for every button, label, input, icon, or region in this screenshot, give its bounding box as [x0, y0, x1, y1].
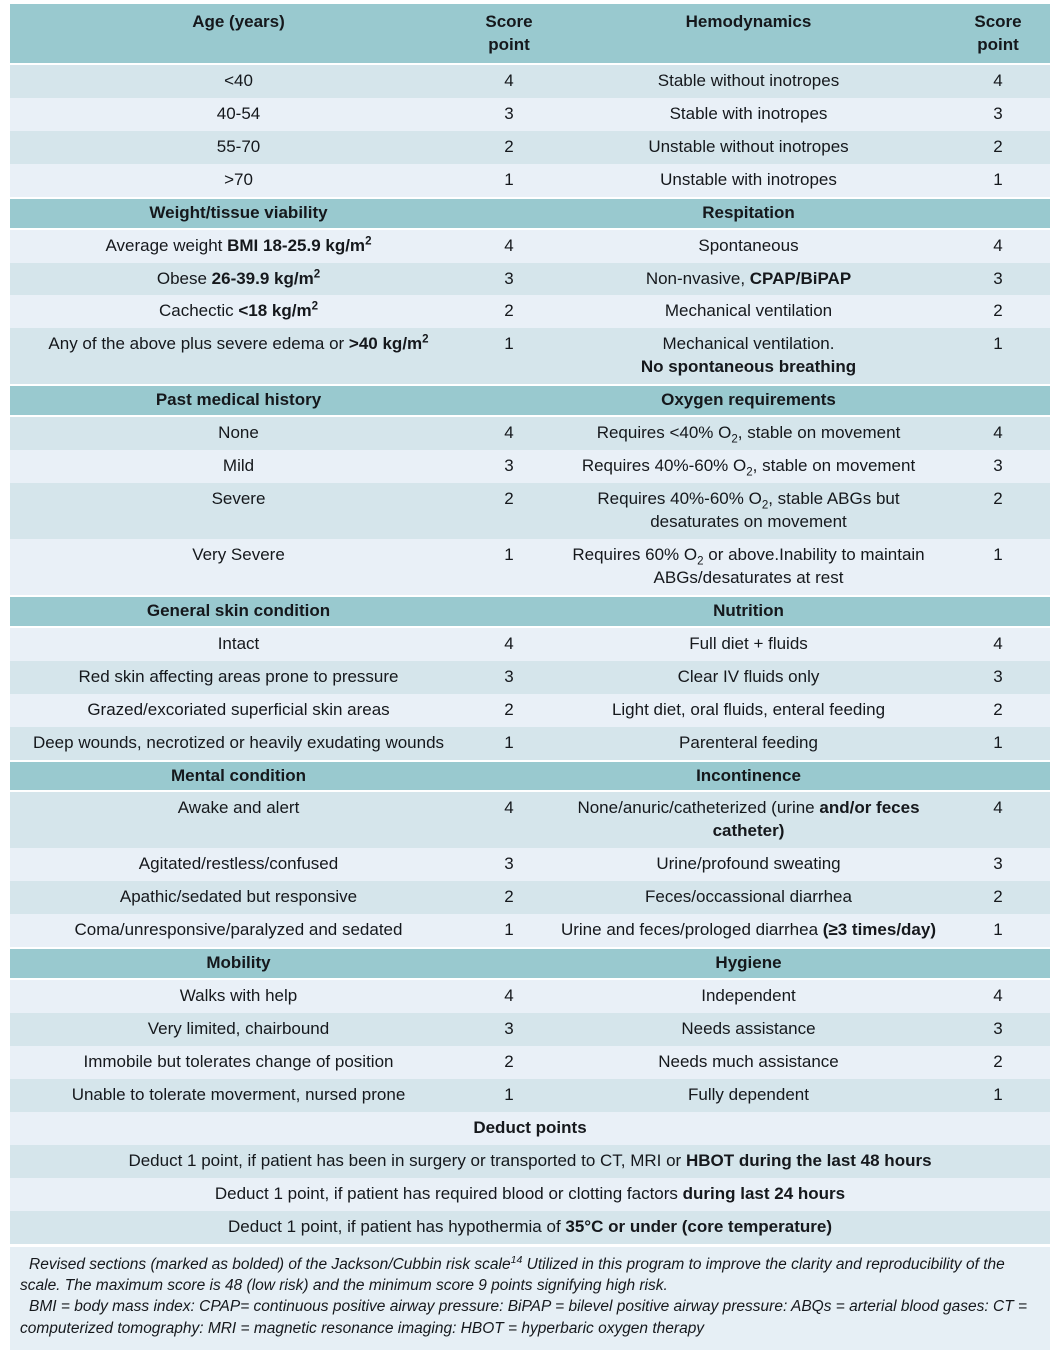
table-row — [10, 1046, 1050, 1079]
score-cell: 1 — [946, 727, 1050, 761]
footnote-row — [10, 1245, 1050, 1350]
criterion-cell — [551, 627, 946, 661]
text-segment: Intact — [217, 633, 260, 653]
text-segment: Non-nvasive, — [645, 268, 750, 288]
score-point-header — [467, 761, 551, 792]
section-title-right: Oxygen requirements — [551, 385, 946, 416]
table-row — [10, 328, 1050, 385]
criterion-cell — [551, 295, 946, 328]
category-cell — [10, 694, 467, 727]
text-segment: Very limited, chairbound — [147, 1019, 330, 1038]
criterion-cell — [551, 539, 946, 596]
text-segment: Stable with inotropes — [669, 103, 828, 123]
score-cell: 2 — [946, 295, 1050, 328]
table-row — [10, 131, 1050, 164]
score-cell: 1 — [946, 164, 1050, 198]
category-cell — [10, 914, 467, 948]
text-segment: , stable on movement — [752, 456, 916, 476]
score-cell: 4 — [946, 64, 1050, 98]
category-cell — [10, 295, 467, 328]
category-cell — [10, 64, 467, 98]
section-title-right: Respitation — [551, 198, 946, 229]
score-cell: 2 — [946, 131, 1050, 164]
score-cell: 3 — [467, 848, 551, 881]
score-point-header — [946, 3, 1050, 64]
category-cell — [10, 1079, 467, 1112]
text-segment: Apathic/sedated but responsive — [119, 887, 358, 907]
table-row — [10, 914, 1050, 948]
category-cell — [10, 791, 467, 848]
criterion-cell — [551, 450, 946, 483]
score-cell: 4 — [946, 627, 1050, 661]
criterion-cell — [551, 694, 946, 727]
score-point-header — [946, 198, 1050, 229]
score-cell: 2 — [946, 694, 1050, 727]
text-segment: Deep wounds, necrotized or heavily exudating wounds — [32, 732, 445, 752]
criterion-cell — [551, 979, 946, 1013]
footnote-paragraph — [20, 1296, 1038, 1339]
score-cell: 3 — [467, 1013, 551, 1046]
score-point-header — [467, 198, 551, 229]
category-cell — [10, 416, 467, 450]
bold-text: >40 kg/m — [348, 334, 423, 354]
table-row — [10, 98, 1050, 131]
text-segment: Unstable with inotropes — [660, 169, 837, 189]
bold-text: 35°C or under (core temperature) — [565, 1216, 832, 1236]
bold-text: 26-39.9 kg/m — [211, 268, 314, 288]
text-segment: Full diet + fluids — [689, 633, 808, 653]
category-cell — [10, 627, 467, 661]
score-point-header — [467, 385, 551, 416]
score-cell: 3 — [946, 1013, 1050, 1046]
category-cell — [10, 1013, 467, 1046]
text-segment: Light diet, oral fluids, enteral feeding — [611, 699, 886, 719]
section-title-right: Incontinence — [551, 761, 946, 792]
text-segment: Clear IV fluids only — [677, 666, 820, 686]
table-row — [10, 483, 1050, 539]
score-cell: 4 — [946, 791, 1050, 848]
deduct-cell — [10, 1211, 1050, 1245]
table-row — [10, 694, 1050, 727]
criterion-cell — [551, 483, 946, 539]
text-segment: Awake and alert — [177, 798, 300, 818]
table-row — [10, 627, 1050, 661]
category-cell — [10, 164, 467, 198]
score-cell: 3 — [467, 98, 551, 131]
category-cell — [10, 98, 467, 131]
deduct-row — [10, 1145, 1050, 1178]
section-header-row — [10, 596, 1050, 627]
text-segment: Requires 60% O — [572, 544, 698, 564]
text-segment: 2 — [697, 555, 704, 568]
text-segment: 2 — [761, 499, 769, 512]
score-cell: 1 — [467, 1079, 551, 1112]
table-row — [10, 848, 1050, 881]
deduct-title-cell: Deduct points — [10, 1112, 1050, 1145]
bold-text: 2 — [365, 234, 372, 247]
score-cell: 3 — [946, 98, 1050, 131]
criterion-cell — [551, 164, 946, 198]
category-cell — [10, 229, 467, 263]
text-segment: None/anuric/catheterized (urine — [577, 798, 820, 818]
section-header-row — [10, 948, 1050, 979]
criterion-cell — [551, 131, 946, 164]
footnote-paragraph — [20, 1254, 1038, 1297]
bold-text: BMI 18-25.9 kg/m — [227, 235, 366, 255]
score-point-header — [467, 596, 551, 627]
score-point-header — [946, 385, 1050, 416]
category-cell — [10, 483, 467, 539]
category-cell — [10, 450, 467, 483]
category-cell — [10, 263, 467, 296]
table-row — [10, 416, 1050, 450]
text-segment: Requires 40%-60% O — [597, 489, 762, 509]
bold-text: and/or feces catheter) — [712, 798, 920, 841]
section-header-row — [10, 385, 1050, 416]
bold-text: CPAP/BiPAP — [749, 268, 852, 288]
category-cell — [10, 848, 467, 881]
text-segment: 2 — [746, 466, 753, 479]
section-title-left: General skin condition — [10, 596, 467, 627]
score-cell: 4 — [467, 229, 551, 263]
score-cell: 3 — [467, 263, 551, 296]
bold-text: during last 24 hours — [682, 1183, 846, 1203]
text-segment: , stable on movement — [737, 423, 901, 443]
score-cell: 2 — [467, 881, 551, 914]
text-segment: , stable ABGs but desaturates on movement — [650, 489, 900, 531]
table-row — [10, 263, 1050, 296]
score-cell: 1 — [467, 164, 551, 198]
table-row — [10, 661, 1050, 694]
criterion-cell — [551, 229, 946, 263]
score-cell: 2 — [946, 1046, 1050, 1079]
score-point-header — [946, 596, 1050, 627]
text-segment: Requires 40%-60% O — [581, 456, 747, 476]
category-cell — [10, 131, 467, 164]
text-segment: 14 — [510, 1253, 523, 1266]
text-segment: Score — [485, 12, 533, 31]
score-cell: 3 — [467, 661, 551, 694]
text-segment: BMI = body mass index: CPAP= continuous positive airway pressure: BiPAP = bilevel positive airway pressure: ABQs = arterial blood gases: CT = computerized tomography: MRI = magnetic resonance imaging: HBOT = hyperbaric oxygen therapy — [20, 1298, 1028, 1337]
criterion-cell — [551, 881, 946, 914]
text-segment: point — [488, 34, 530, 54]
bold-text: 2 — [311, 300, 319, 313]
text-segment: None — [218, 423, 259, 443]
deduct-title-row — [10, 1112, 1050, 1145]
text-segment: Mechanical ventilation. — [662, 334, 835, 354]
text-segment: >70 — [224, 169, 253, 189]
table-row — [10, 539, 1050, 596]
criterion-cell — [551, 98, 946, 131]
score-cell: 1 — [467, 727, 551, 761]
text-segment: or above.Inability to maintain ABGs/desaturates at rest — [653, 544, 925, 587]
category-cell — [10, 727, 467, 761]
text-segment: Deduct 1 point, if patient has required blood or clotting factors — [214, 1183, 683, 1203]
text-segment: Immobile but tolerates change of position — [83, 1051, 394, 1071]
section-header-row — [10, 198, 1050, 229]
text-segment: Utilized in this program to improve the clarity and reproducibility of the scale. The maximum score is 48 (low risk) and the minimum score 9 points signifying high risk. — [20, 1255, 1005, 1294]
text-segment: Independent — [701, 986, 796, 1006]
text-segment: Deduct 1 point, if patient has been in surgery or transported to CT, MRI or — [128, 1150, 686, 1170]
text-segment: 55-70 — [216, 136, 261, 156]
score-cell: 3 — [946, 263, 1050, 296]
score-cell: 3 — [946, 450, 1050, 483]
score-cell: 4 — [946, 229, 1050, 263]
section-title-right: Hemodynamics — [551, 3, 946, 64]
footnote-cell — [10, 1245, 1050, 1350]
deduct-cell — [10, 1178, 1050, 1211]
score-cell: 2 — [467, 694, 551, 727]
score-cell: 4 — [946, 979, 1050, 1013]
section-title-left: Weight/tissue viability — [10, 198, 467, 229]
table-row — [10, 727, 1050, 761]
table-row — [10, 450, 1050, 483]
score-cell: 4 — [946, 416, 1050, 450]
table-row — [10, 791, 1050, 848]
section-title-left: Age (years) — [10, 3, 467, 64]
bold-text: <18 kg/m — [238, 301, 312, 321]
score-cell: 3 — [946, 848, 1050, 881]
score-cell: 4 — [467, 979, 551, 1013]
score-cell: 1 — [467, 539, 551, 596]
criterion-cell — [551, 263, 946, 296]
text-segment: Requires <40% O — [596, 423, 732, 443]
text-segment: Fully dependent — [688, 1084, 809, 1104]
text-segment: Obese — [156, 268, 212, 288]
text-segment: Spontaneous — [698, 235, 799, 255]
category-cell — [10, 539, 467, 596]
text-segment: 40-54 — [216, 103, 261, 123]
section-title-left: Mental condition — [10, 761, 467, 792]
text-segment: 2 — [731, 433, 738, 446]
bold-text: HBOT during the last 48 hours — [685, 1150, 932, 1170]
table-row — [10, 164, 1050, 198]
criterion-cell — [551, 1079, 946, 1112]
text-segment: Needs assistance — [681, 1019, 816, 1038]
score-cell: 1 — [946, 914, 1050, 948]
main-header-row — [10, 3, 1050, 64]
bold-text: 2 — [313, 267, 321, 280]
section-title-left: Past medical history — [10, 385, 467, 416]
text-segment: Mild — [222, 456, 255, 476]
risk-scale-table-body — [10, 3, 1050, 1350]
criterion-cell — [551, 416, 946, 450]
section-title-right: Hygiene — [551, 948, 946, 979]
deduct-row — [10, 1211, 1050, 1245]
text-segment: Urine and feces/prologed diarrhea — [560, 920, 823, 940]
score-cell: 2 — [946, 881, 1050, 914]
text-segment: Unable to tolerate moverment, nursed prone — [71, 1084, 406, 1104]
text-segment: Cachectic — [158, 301, 239, 321]
table-row — [10, 979, 1050, 1013]
bold-text: 2 — [422, 333, 429, 346]
text-segment: Severe — [211, 489, 266, 509]
text-segment: Deduct 1 point, if patient has hypothermia of — [228, 1216, 566, 1236]
text-segment: Red skin affecting areas prone to pressure — [78, 666, 399, 686]
criterion-cell — [551, 328, 946, 385]
deduct-cell — [10, 1145, 1050, 1178]
criterion-cell — [551, 848, 946, 881]
text-segment: Mechanical ventilation — [664, 301, 833, 321]
criterion-cell — [551, 64, 946, 98]
text-segment: Very Severe — [192, 544, 285, 564]
score-point-header — [467, 3, 551, 64]
text-segment: Unstable without inotropes — [648, 136, 849, 156]
score-cell: 2 — [467, 295, 551, 328]
score-point-header — [946, 948, 1050, 979]
section-title-left: Mobility — [10, 948, 467, 979]
bold-text: (≥3 times/day) — [822, 920, 937, 940]
text-segment: Revised sections (marked as bolded) of the Jackson/Cubbin risk scale — [29, 1255, 511, 1273]
text-segment: Grazed/excoriated superficial skin areas — [87, 699, 390, 719]
deduct-row — [10, 1178, 1050, 1211]
score-cell: 2 — [467, 1046, 551, 1079]
score-point-header — [946, 761, 1050, 792]
table-row — [10, 881, 1050, 914]
section-title-right: Nutrition — [551, 596, 946, 627]
category-cell — [10, 979, 467, 1013]
table-row — [10, 1013, 1050, 1046]
table-row — [10, 64, 1050, 98]
score-cell: 4 — [467, 791, 551, 848]
score-cell: 4 — [467, 64, 551, 98]
text-segment: point — [977, 34, 1019, 54]
score-cell: 2 — [946, 483, 1050, 539]
criterion-cell — [551, 661, 946, 694]
text-segment: Any of the above plus severe edema or — [48, 334, 349, 354]
text-segment: Coma/unresponsive/paralyzed and sedated — [74, 920, 403, 940]
score-cell: 3 — [467, 450, 551, 483]
score-cell: 1 — [467, 328, 551, 385]
risk-scale-table — [10, 2, 1050, 1350]
score-cell: 1 — [946, 328, 1050, 385]
criterion-cell — [551, 1013, 946, 1046]
text-segment: Parenteral feeding — [679, 732, 818, 752]
score-cell: 2 — [467, 131, 551, 164]
text-segment: Average weight — [105, 235, 228, 255]
section-header-row — [10, 761, 1050, 792]
table-row — [10, 295, 1050, 328]
text-segment: Score — [974, 12, 1022, 31]
score-point-header — [467, 948, 551, 979]
category-cell — [10, 328, 467, 385]
criterion-cell — [551, 914, 946, 948]
text-segment: Walks with help — [179, 986, 298, 1006]
score-cell: 4 — [467, 416, 551, 450]
criterion-cell — [551, 791, 946, 848]
text-segment: Urine/profound sweating — [656, 854, 841, 874]
criterion-cell — [551, 1046, 946, 1079]
text-segment: Feces/occassional diarrhea — [645, 887, 852, 907]
category-cell — [10, 1046, 467, 1079]
text-segment: Agitated/restless/confused — [138, 854, 339, 874]
text-segment: <40 — [224, 70, 253, 90]
score-cell: 2 — [467, 483, 551, 539]
criterion-cell — [551, 727, 946, 761]
score-cell: 1 — [946, 1079, 1050, 1112]
category-cell — [10, 661, 467, 694]
table-row — [10, 229, 1050, 263]
score-cell: 4 — [467, 627, 551, 661]
table-row — [10, 1079, 1050, 1112]
score-cell: 1 — [946, 539, 1050, 596]
category-cell — [10, 881, 467, 914]
text-segment: Stable without inotropes — [657, 70, 840, 90]
score-cell: 3 — [946, 661, 1050, 694]
bold-text: No spontaneous breathing — [640, 357, 857, 377]
score-cell: 1 — [467, 914, 551, 948]
text-segment: Needs much assistance — [658, 1051, 839, 1071]
